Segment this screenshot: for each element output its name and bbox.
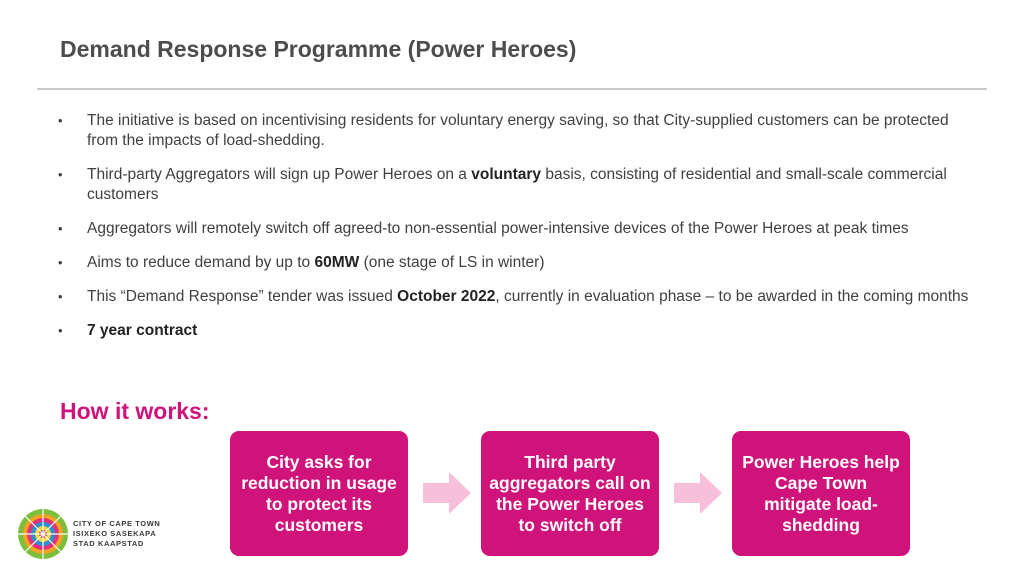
bullet-emphasis: 60MW [314,254,360,271]
logo-line: STAD KAAPSTAD [73,539,144,548]
bullet-text: , currently in evaluation phase – to be awarded in the coming months [495,288,969,305]
title-divider [37,88,987,90]
bullet-item [58,165,978,205]
flow-step-label: Power Heroes help Cape Town mitigate load-shedding [742,451,900,535]
flow-step-label: City asks for reduction in usage to protect its customers [241,451,397,535]
city-logo-icon [17,508,69,560]
flow-step-label: Third party aggregators call on the Power Heroes to switch off [489,451,651,535]
bullet-text: This “Demand Response” tender was issued [87,288,398,305]
bullet-text: Aggregators will remotely switch off agreed-to non-essential power-intensive devices of the Power Heroes at peak times [87,220,909,237]
bullet-text: (one stage of LS in winter) [359,254,545,271]
bullet-marker: • [58,289,63,304]
bullet-emphasis: voluntary [471,166,542,183]
bullet-emphasis: October 2022 [397,288,496,305]
right-arrow-icon [423,472,471,514]
bullet-text: basis, consisting of residential and small-scale commercial customers [87,166,947,203]
flow-step-1 [230,431,408,556]
bullet-item [58,111,978,151]
flow-step-2 [481,431,659,556]
bullet-item [58,287,978,307]
right-arrow-icon [674,472,722,514]
bullet-emphasis: 7 year contract [87,322,198,339]
bullet-marker: • [58,323,63,338]
bullet-item [58,219,978,239]
bullet-item [58,321,978,341]
logo-line: CITY OF CAPE TOWN [73,519,161,528]
slide-title: Demand Response Programme (Power Heroes) [60,36,577,62]
bullet-text: Third-party Aggregators will sign up Power Heroes on a [87,166,472,183]
bullet-text: The initiative is based on incentivising residents for voluntary energy saving, so that City-supplied customers can be protected from the impacts of load-shedding. [87,112,949,149]
bullet-marker: • [58,167,63,182]
bullet-marker: • [58,113,63,128]
flow-step-3 [732,431,910,556]
how-it-works-heading: How it works: [60,398,210,424]
bullet-text: Aims to reduce demand by up to [87,254,315,271]
bullet-marker: • [58,221,63,236]
logo-line: ISIXEKO SASEKAPA [73,529,157,538]
bullet-marker: • [58,255,63,270]
bullet-list [58,111,978,355]
city-logo-text [73,519,160,549]
bullet-item [58,253,978,273]
